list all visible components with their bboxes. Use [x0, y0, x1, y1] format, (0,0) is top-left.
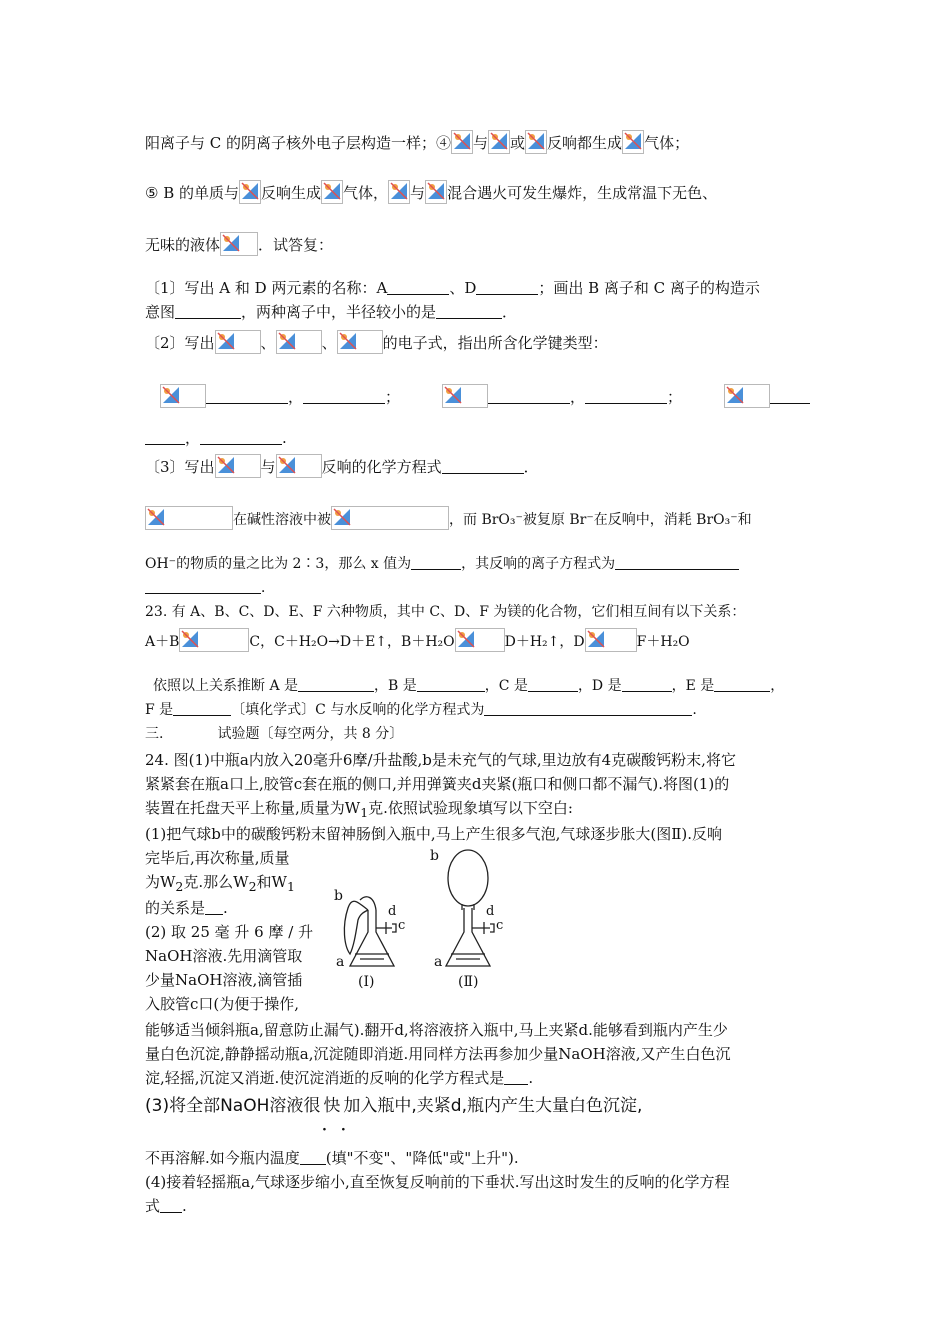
image-placeholder-icon: [585, 628, 637, 652]
text: (1)把气球b中的碳酸钙粉末留神肠倒入瓶中,马上产生很多气泡,气球逐步胀大(图Ⅱ).反响: [145, 825, 723, 843]
blank[interactable]: [488, 389, 570, 404]
text: 淀,轻摇,沉淀又消逝.使沉淀消逝的反响的化学方程式是: [145, 1069, 505, 1087]
question-1-line: [145, 302, 517, 322]
text: (4)接着轻摇瓶a,气球逐步缩小,直至恢复反响前的下垂状.写出这时发生的反响的化学方程: [145, 1173, 730, 1191]
text: .: [223, 899, 228, 917]
text: 依照以上关系推断 A 是: [153, 678, 299, 694]
image-placeholder-icon: [179, 628, 249, 652]
paragraph-line: [145, 232, 333, 256]
blank[interactable]: [387, 280, 449, 295]
text: ，: [288, 388, 304, 406]
text: ．: [523, 458, 539, 476]
text: 无味的液体: [145, 236, 221, 254]
text: .: [282, 429, 287, 447]
blank[interactable]: [200, 430, 282, 445]
label-a: a: [336, 954, 345, 970]
image-placeholder-icon: [276, 330, 322, 354]
image-placeholder-icon: [239, 180, 261, 204]
image-placeholder-icon: [276, 454, 322, 478]
text: ，两种离子中，半径较小的是: [241, 303, 437, 321]
blank[interactable]: [484, 701, 692, 716]
text: ，而 BrO₃⁻被复原 Br⁻在反响中，消耗 BrO₃⁻和: [449, 512, 752, 528]
question-24-line: [145, 1172, 730, 1192]
blank[interactable]: [160, 1198, 182, 1213]
question-24-line: [145, 774, 729, 794]
subscript: 2: [175, 879, 184, 894]
question-1-line: [145, 278, 760, 298]
text: 和W: [256, 873, 287, 891]
text: .: [692, 702, 697, 718]
text: ；画出 B 离子和 C 离子的构造示: [538, 279, 760, 297]
image-placeholder-icon: [145, 506, 233, 530]
tube-end-1: [392, 924, 396, 932]
text: 气体，: [343, 184, 389, 202]
balloon-2: [448, 850, 488, 906]
question-24-line: [145, 1020, 728, 1040]
text: 反响都生成: [547, 134, 623, 152]
question-24-line: [145, 922, 313, 942]
text: 克.依照试验现象填写以下空白:: [368, 799, 573, 817]
text: D＋H₂↑，D: [504, 634, 585, 650]
question-23-line: [145, 602, 745, 622]
blank[interactable]: [303, 389, 385, 404]
text: ．试答复：: [258, 236, 334, 254]
answer-row: [442, 384, 682, 408]
blank[interactable]: [615, 555, 739, 570]
text: 〔3〕写出: [145, 458, 215, 476]
text: 反响的化学方程式: [321, 458, 442, 476]
question-24-line: [145, 798, 573, 823]
text: 、D: [449, 279, 477, 297]
blank[interactable]: [504, 1070, 528, 1085]
question-24-line: [145, 1068, 533, 1088]
question-24-line: [145, 1196, 187, 1216]
text: 与: [410, 184, 426, 202]
text: 〔填化学式〕C 与水反响的化学方程式为: [231, 702, 485, 718]
text: 不再溶解.如今瓶内温度: [145, 1149, 300, 1167]
blank[interactable]: [145, 579, 261, 594]
text: (2) 取 25 毫 升 6 摩 / 升: [145, 923, 314, 941]
blank[interactable]: [770, 389, 810, 404]
image-placeholder-icon: [455, 628, 505, 652]
balloon-1: [344, 901, 368, 954]
question-24-line: [145, 994, 299, 1014]
text: A＋B: [145, 634, 180, 650]
text: 能够适当倾斜瓶a,留意防止漏气).翻开d,将溶液挤入瓶中,马上夹紧d.能够看到瓶内产生少: [145, 1021, 728, 1039]
apparatus-figure: [330, 848, 520, 1002]
image-placeholder-icon: [215, 330, 261, 354]
section-header: [145, 724, 403, 744]
text: 少量NaOH溶液,滴管插: [145, 971, 303, 989]
text: (3)将全部NaOH溶液: [145, 1096, 304, 1116]
text: ；: [385, 388, 401, 406]
text: .: [528, 1069, 534, 1087]
question-23-final: [145, 700, 697, 720]
image-placeholder-icon: [451, 130, 473, 154]
bromine-line: [145, 506, 752, 530]
question-2-line: [145, 330, 608, 354]
question-24-line: [145, 1148, 519, 1168]
blank[interactable]: [417, 677, 485, 692]
text: 、: [260, 334, 276, 352]
image-placeholder-icon: [215, 454, 261, 478]
text: 24. 图(1)中瓶a内放入20毫升6摩/升盐酸,b是未充气的气球,里边放有4克碳酸钙粉末,将它: [145, 751, 736, 769]
image-placeholder-icon: [331, 506, 449, 530]
text: 加入瓶中,夹紧d,瓶内产生大量白色沉淀,: [343, 1096, 643, 1116]
text: NaOH溶液.先用滴管取: [145, 947, 303, 965]
blank[interactable]: [300, 1150, 326, 1165]
text: 的关系是: [145, 899, 206, 917]
label-b-2: b: [430, 848, 439, 864]
text: ，B 是: [374, 678, 417, 694]
image-placeholder-icon: [425, 180, 447, 204]
flask-2: [446, 908, 490, 966]
blank[interactable]: [206, 389, 288, 404]
text: ，E 是: [671, 678, 715, 694]
answer-row: [724, 384, 810, 408]
text: 、: [321, 334, 337, 352]
emphasized-text: 很快: [303, 1096, 344, 1116]
text: F＋H₂O: [636, 634, 690, 650]
text: 阳离子与 C 的阴离子核外电子层构造一样；④: [145, 134, 452, 152]
image-placeholder-icon: [724, 384, 770, 408]
label-b: b: [334, 888, 343, 904]
image-placeholder-icon: [525, 130, 547, 154]
blank[interactable]: [622, 677, 672, 692]
image-placeholder-icon: [442, 384, 488, 408]
blank[interactable]: [145, 430, 185, 445]
question-24-line: [145, 848, 290, 868]
image-placeholder-icon: [220, 232, 258, 256]
image-placeholder-icon: [622, 130, 644, 154]
tube-end-2: [490, 924, 494, 932]
blank[interactable]: [714, 677, 770, 692]
text: ；: [667, 388, 683, 406]
image-placeholder-icon: [488, 130, 510, 154]
subscript: 2: [248, 879, 257, 894]
blank[interactable]: [175, 304, 241, 319]
blank[interactable]: [173, 701, 231, 716]
emphasis-dots: ··: [322, 1122, 360, 1138]
text: ，其反响的离子方程式为: [461, 556, 616, 572]
text: ，: [770, 678, 785, 694]
label-c-2: c: [496, 918, 504, 933]
bromine-line: [145, 578, 275, 598]
question-24-step3: [145, 1096, 642, 1116]
text: 装置在托盘天平上称量,质量为W: [145, 799, 361, 817]
section-title: 试验题〔每空两分，共 8 分〕: [217, 726, 404, 742]
text: ．: [502, 303, 518, 321]
question-3-line: [145, 454, 539, 478]
text: 紧紧套在瓶a口上,胶管c套在瓶的侧口,并用弹簧夹d夹紧(瓶口和侧口都不漏气).将图(1)的: [145, 775, 730, 793]
section-number: 三.: [145, 726, 164, 742]
text: ，D 是: [577, 678, 622, 694]
text: 与: [260, 458, 276, 476]
text: 〔1〕写出 A 和 D 两元素的名称：A: [145, 279, 388, 297]
text: ，: [570, 388, 586, 406]
blank[interactable]: [528, 677, 578, 692]
text: ．: [261, 580, 275, 596]
question-24-line: [145, 1044, 730, 1064]
text: 反响生成: [261, 184, 322, 202]
label-a-2: a: [434, 954, 443, 970]
blank[interactable]: [298, 677, 374, 692]
text: 气体；: [644, 134, 690, 152]
subscript: 1: [360, 805, 369, 820]
text: ，: [185, 429, 201, 447]
image-placeholder-icon: [160, 384, 206, 408]
question-24-line: [145, 970, 302, 990]
image-placeholder-icon: [337, 330, 383, 354]
caption-2: (Ⅱ): [458, 974, 479, 990]
text: (填"不变"、"降低"或"上升").: [325, 1149, 519, 1167]
question-23-deduction: [153, 676, 784, 696]
text: F 是: [145, 702, 174, 718]
text: ，C 是: [484, 678, 528, 694]
text: 在碱性溶液中被: [233, 512, 331, 528]
text: 为W: [145, 873, 176, 891]
blank[interactable]: [205, 900, 223, 915]
answer-row: [160, 384, 400, 408]
image-placeholder-icon: [321, 180, 343, 204]
text: 与: [473, 134, 489, 152]
question-23-equations: [145, 628, 690, 652]
paragraph-line: [145, 180, 717, 204]
text: 入胶管c口(为便于操作,: [145, 995, 300, 1013]
question-24-line: [145, 750, 736, 770]
text: ⑤ B 的单质与: [145, 184, 240, 202]
question-24-line: [145, 946, 302, 966]
answer-row: [145, 428, 287, 448]
text: .: [182, 1197, 187, 1215]
question-24-line: [145, 824, 722, 844]
question-24-line: [145, 898, 228, 918]
blank[interactable]: [585, 389, 667, 404]
blank[interactable]: [436, 304, 502, 319]
balloon-neck-1: [360, 897, 376, 910]
text: 式: [145, 1197, 161, 1215]
text: 意图: [145, 303, 176, 321]
blank[interactable]: [411, 555, 461, 570]
label-d-2: d: [486, 904, 495, 919]
paragraph-line: [145, 130, 689, 154]
text: OH⁻的物质的量之比为 2∶3，那么 x 值为: [145, 556, 412, 572]
question-24-line: [145, 872, 295, 897]
image-placeholder-icon: [388, 180, 410, 204]
subscript: 1: [286, 879, 295, 894]
text: 混合遇火可发生爆炸，生成常温下无色、: [447, 184, 718, 202]
text: 或: [510, 134, 526, 152]
bromine-line: [145, 554, 739, 574]
blank[interactable]: [442, 459, 524, 474]
text: 完毕后,再次称量,质量: [145, 849, 290, 867]
text: 〔2〕写出: [145, 334, 215, 352]
label-c: c: [398, 918, 406, 933]
text: 的电子式，指出所含化学键类型：: [382, 334, 608, 352]
text: C，C＋H₂O→D＋E↑，B＋H₂O: [249, 634, 455, 650]
text: 23. 有 A、B、C、D、E、F 六种物质，其中 C、D、F 为镁的化合物，它们相互间有以下关系：: [145, 604, 746, 620]
label-d: d: [388, 904, 397, 919]
text: 量白色沉淀,静静摇动瓶a,沉淀随即消逝.用同样方法再参加少量NaOH溶液,又产生白色沉: [145, 1045, 731, 1063]
blank[interactable]: [476, 280, 538, 295]
text: 克.那么W: [183, 873, 249, 891]
caption-1: (Ⅰ): [358, 974, 375, 990]
